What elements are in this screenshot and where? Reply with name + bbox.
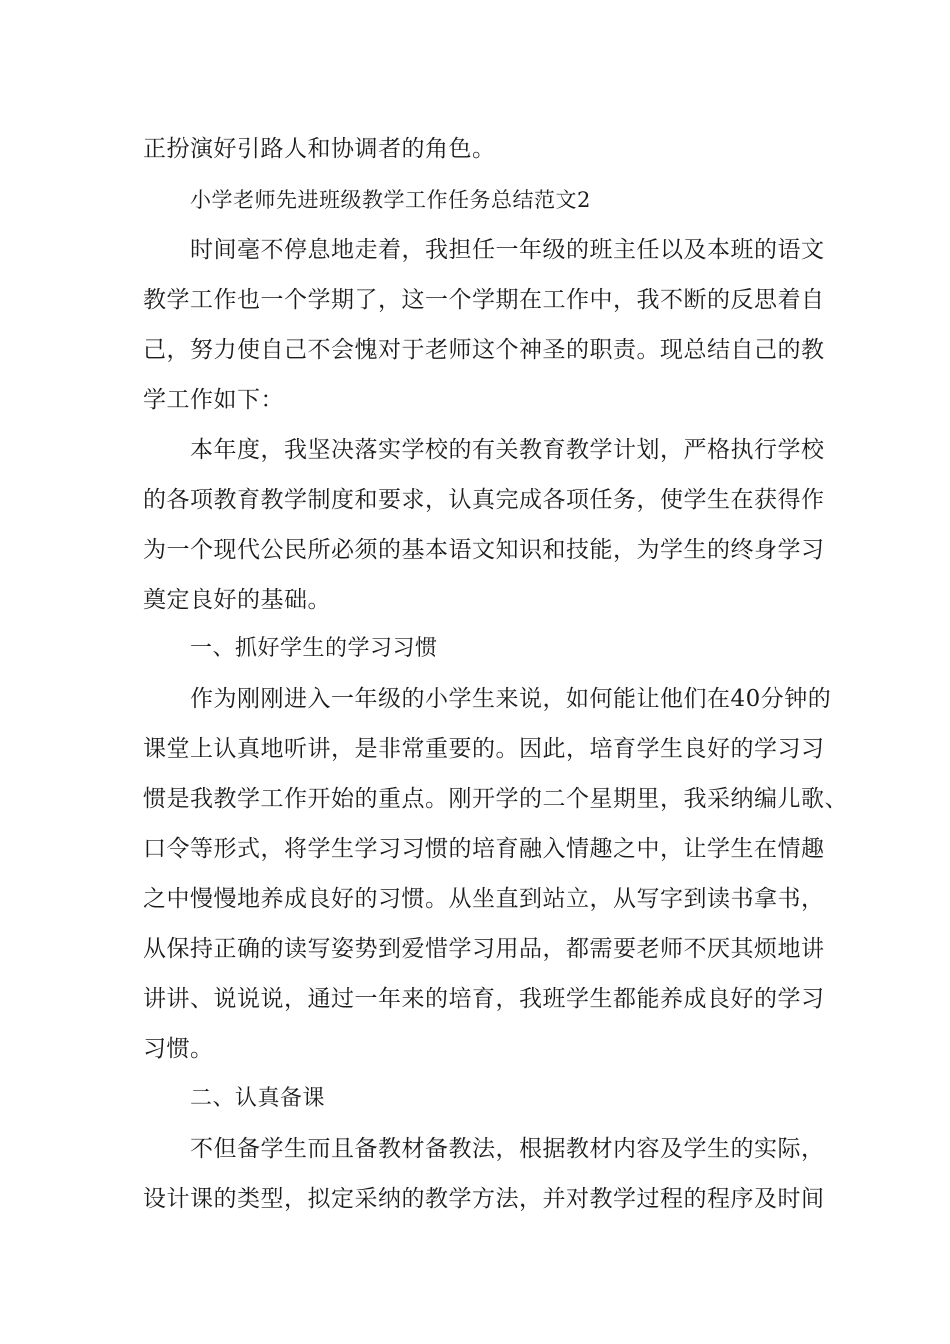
- section-heading: 二、认真备课: [190, 1086, 326, 1111]
- section-heading: 小学老师先进班级教学工作任务总结范文2: [190, 188, 591, 212]
- text-line: 奠定良好的基础。: [143, 587, 331, 613]
- text-line: 口令等形式，将学生学习习惯的培育融入情趣之中，让学生在情趣: [143, 836, 825, 862]
- text-line: 正扮演好引路人和协调者的角色。: [143, 136, 496, 162]
- text-line: 讲讲、说说说，通过一年来的培育，我班学生都能养成良好的学习: [143, 986, 825, 1012]
- text-line: 为一个现代公民所必须的基本语文知识和技能，为学生的终身学习: [143, 537, 825, 563]
- text-line: 时间毫不停息地走着，我担任一年级的班主任以及本班的语文: [190, 237, 825, 263]
- text-line: 学工作如下：: [143, 387, 284, 413]
- text-line: 教学工作也一个学期了，这一个学期在工作中，我不断的反思着自: [143, 287, 825, 313]
- text-line: 习惯。: [143, 1036, 214, 1062]
- text-line: 之中慢慢地养成良好的习惯。从坐直到站立，从写字到读书拿书，: [143, 886, 825, 912]
- text-line: 惯是我教学工作开始的重点。刚开学的二个星期里，我采纳编儿歌、: [143, 786, 848, 812]
- text-line: 己，努力使自己不会愧对于老师这个神圣的职责。现总结自己的教: [143, 337, 825, 363]
- text-line: 不但备学生而且备教材备教法，根据教材内容及学生的实际，: [190, 1136, 825, 1162]
- section-heading: 一、抓好学生的学习习惯: [190, 636, 438, 661]
- text-line: 从保持正确的读写姿势到爱惜学习用品，都需要老师不厌其烦地讲: [143, 936, 825, 962]
- text-line: 本年度，我坚决落实学校的有关教育教学计划，严格执行学校: [190, 437, 825, 463]
- text-line: 的各项教育教学制度和要求，认真完成各项任务，使学生在获得作: [143, 487, 825, 513]
- text-line: 设计课的类型，拟定采纳的教学方法，并对教学过程的程序及时间: [143, 1186, 825, 1212]
- text-line: 课堂上认真地听讲，是非常重要的。因此，培育学生良好的学习习: [143, 736, 825, 762]
- text-line: 作为刚刚进入一年级的小学生来说，如何能让他们在40分钟的: [190, 686, 832, 712]
